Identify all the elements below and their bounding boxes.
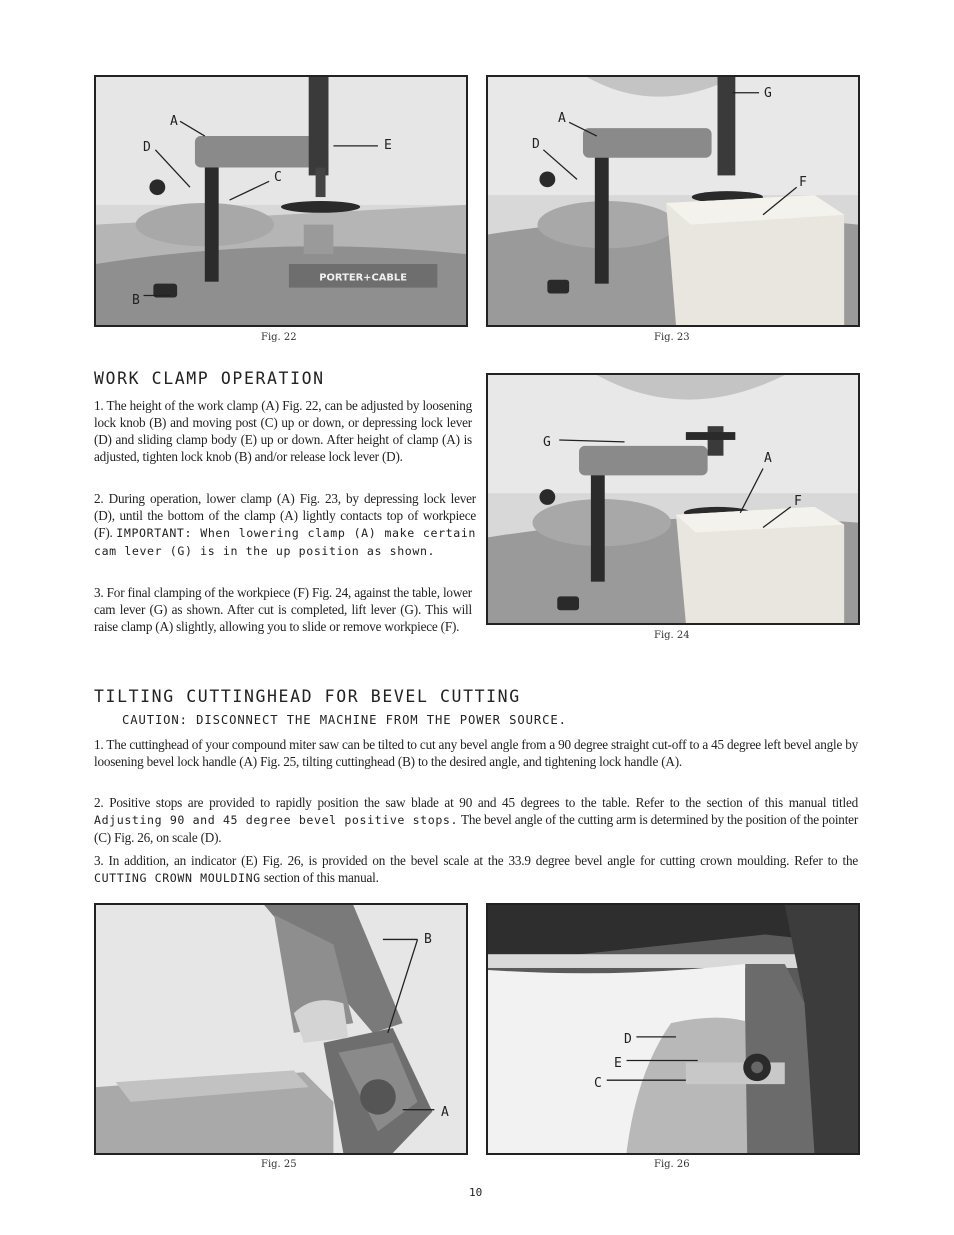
bevel-scale-photo-illustration [488, 905, 858, 1153]
final-clamping-photo-illustration [488, 375, 858, 623]
paragraph-2-text-b: The bevel angle of the cutting arm is determined by the position of the pointer (C) Fig. 26, on scale (D). [94, 812, 859, 845]
callout-c: C [274, 170, 282, 185]
callout-f: F [794, 494, 802, 509]
figure-23-photo [486, 75, 860, 327]
callout-d: D [624, 1032, 632, 1047]
manual-section-reference: Adjusting 90 and 45 degree bevel positive stops. [94, 813, 459, 827]
clamp-lowered-photo-illustration [488, 77, 858, 325]
caution-notice: CAUTION: DISCONNECT THE MACHINE FROM THE POWER SOURCE. [122, 713, 567, 727]
callout-g: G [543, 435, 551, 450]
brand-logo: PORTER+CABLE [319, 272, 407, 284]
callout-a: A [170, 114, 178, 129]
callout-d: D [143, 140, 151, 155]
figure-24-photo [486, 373, 860, 625]
callout-a: A [764, 451, 772, 466]
paragraph-3-text-a: 3. In addition, an indicator (E) Fig. 26, is provided on the bevel scale at the 33.9 degree bevel angle for cutting crown moulding. Refer to the [94, 853, 858, 868]
callout-a: A [441, 1105, 449, 1120]
callout-e: E [384, 138, 392, 153]
figure-22-caption: Fig. 22 [261, 332, 297, 343]
tilted-cuttinghead-photo-illustration [96, 905, 466, 1153]
paragraph-2-text-a: 2. Positive stops are provided to rapidly position the saw blade at 90 and 45 degrees to the table. Refer to the section of this manual titled [94, 795, 858, 810]
important-note: IMPORTANT: When lowering clamp (A) make certain cam lever (G) is in the up position as shown. [94, 526, 476, 558]
callout-a: A [558, 111, 566, 126]
paragraph-2-text: 2. During operation, lower clamp (A) Fig. 23, by depressing lock lever (D), until the bottom of the clamp (A) lightly contacts top of workpiece (F). [94, 491, 476, 540]
tilting-paragraph-3 [94, 852, 858, 887]
section-heading-tilting: TILTING CUTTINGHEAD FOR BEVEL CUTTING [94, 687, 521, 706]
callout-g: G [764, 86, 772, 101]
figure-25-caption: Fig. 25 [261, 1159, 297, 1170]
crown-moulding-reference: CUTTING CROWN MOULDING [94, 871, 261, 885]
section-heading-work-clamp: WORK CLAMP OPERATION [94, 369, 325, 388]
callout-e: E [614, 1056, 622, 1071]
figure-23-caption: Fig. 23 [654, 332, 690, 343]
page-number: 10 [469, 1186, 483, 1199]
figure-24-caption: Fig. 24 [654, 630, 690, 641]
callout-c: C [594, 1076, 602, 1091]
paragraph-3-text-b: section of this manual. [263, 870, 379, 885]
work-clamp-paragraph-3: 3. For final clamping of the workpiece (F) Fig. 24, against the table, lower cam lever (G) as shown. After cut is completed, lift lever (G). This will raise clamp (A) slightly, allowing you to slide or remove workpiece (F). [94, 585, 472, 634]
figure-25-photo [94, 903, 468, 1155]
callout-b: B [132, 293, 140, 308]
figure-22-photo [94, 75, 468, 327]
work-clamp-photo-illustration [96, 77, 466, 325]
work-clamp-paragraph-1: 1. The height of the work clamp (A) Fig. 22, can be adjusted by loosening lock knob (B) and moving post (C) up or down, or depressing lock lever (D) and sliding clamp body (E) up or down. After height of clamp (A) is adjusted, tighten lock knob (B) and/or release lock lever (D). [94, 398, 472, 464]
tilting-paragraph-1: 1. The cuttinghead of your compound miter saw can be tilted to cut any bevel angle from a 90 degree straight cut-off to a 45 degree left bevel angle by loosening bevel lock handle (A) Fig. 25, tilting cuttinghead (B) to the desired angle, and tightening lock handle (A). [94, 737, 858, 769]
figure-26-photo [486, 903, 860, 1155]
callout-b: B [424, 932, 432, 947]
callout-d: D [532, 137, 540, 152]
work-clamp-paragraph-2 [94, 490, 476, 560]
tilting-paragraph-2 [94, 794, 858, 846]
callout-f: F [799, 175, 807, 190]
figure-26-caption: Fig. 26 [654, 1159, 690, 1170]
